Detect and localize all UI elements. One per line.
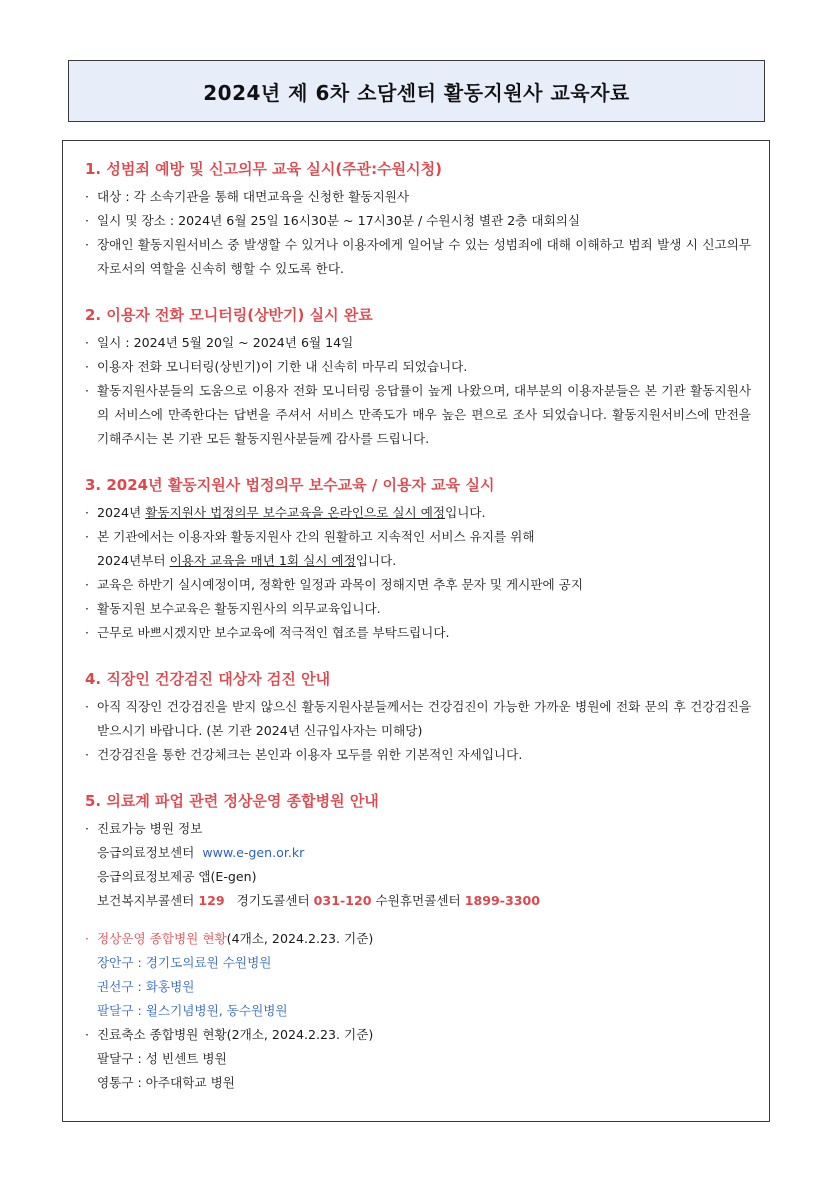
hospital-list-item: 영통구 : 아주대학교 병원 (97, 1075, 235, 1090)
phone-number: 1899-3300 (464, 893, 541, 908)
underlined-text: 이용자 교육을 매년 1회 실시 예정 (169, 553, 356, 568)
list-item: · 본 기관에서는 이용자와 활동지원사 간의 원활하고 지속적인 서비스 유지를 위해 (85, 529, 535, 544)
list-item: · 일시 : 2024년 5월 20일 ~ 2024년 6월 14일 (85, 335, 354, 350)
phone-number: 031-120 (313, 893, 372, 908)
section-heading: 4. 직장인 건강검진 대상자 검진 안내 (85, 670, 331, 688)
list-item: · 장애인 활동지원서비스 중 발생할 수 있거나 이용자에게 일어날 수 있는 성범죄에 대해 이해하고 범죄 발생 시 신고의무자로서의 역할을 신속히 행할 수 있도록 한다. (85, 237, 751, 276)
hospital-list-item: 팔달구 : 성 빈센트 병원 (97, 1051, 227, 1066)
section-1 (85, 157, 751, 281)
list-item: · 활동지원 보수교육은 활동지원사의 의무교육입니다. (85, 601, 381, 616)
list-item-continuation: 2024년부터 이용자 교육을 매년 1회 실시 예정입니다. (97, 553, 397, 568)
phone-number: 129 (198, 893, 225, 908)
egen-info-line: 응급의료정보센터 www.e-gen.or.kr (85, 841, 751, 865)
section-4 (85, 667, 751, 767)
normal-hospitals-title: 정상운영 종합병원 현황 (97, 931, 227, 946)
list-item: · 근무로 바쁘시겠지만 보수교육에 적극적인 협조를 부탁드립니다. (85, 625, 450, 640)
section-heading: 1. 성범죄 예방 및 신고의무 교육 실시(주관:수원시청) (85, 160, 442, 178)
hospital-list-item: 권선구 : 화홍병원 (97, 979, 195, 994)
section-3 (85, 473, 751, 645)
list-item: · 아직 직장인 건강검진을 받지 않으신 활동지원사분들께서는 건강검진이 가능한 가까운 병원에 전화 문의 후 건강검진을 받으시기 바랍니다. (본 기관 2024년 신규입사자는 미해당) (85, 699, 751, 738)
list-item: · 진료축소 종합병원 현황(2개소, 2024.2.23. 기준) (85, 1027, 374, 1042)
list-item: · 활동지원사분들의 도움으로 이용자 전화 모니터링 응답률이 높게 나왔으며, 대부분의 이용자분들은 본 기관 활동지원사의 서비스에 만족한다는 답변을 주셔서 서비스 만족도가 매우 높은 편으로 조사 되었습니다. 활동지원서비스에 만전을 기해주시는 본 기관 모든 활동지원사분들께 감사를 드립니다. (85, 383, 751, 446)
section-heading: 3. 2024년 활동지원사 법정의무 보수교육 / 이용자 교육 실시 (85, 476, 495, 494)
list-item: · 건강검진을 통한 건강체크는 본인과 이용자 모두를 위한 기본적인 자세입니다. (85, 747, 523, 762)
hospital-list-item: 장안구 : 경기도의료원 수원병원 (97, 955, 272, 970)
content-box (62, 140, 770, 1122)
list-item: · 대상 : 각 소속기관을 통해 대면교육을 신청한 활동지원사 (85, 189, 410, 204)
list-item: · 일시 및 장소 : 2024년 6월 25일 16시30분 ~ 17시30분 / 수원시청 별관 2층 대회의실 (85, 213, 581, 228)
hospital-list-item: 팔달구 : 윌스기념병원, 동수원병원 (97, 1003, 288, 1018)
list-item: · 진료가능 병원 정보 (85, 821, 203, 836)
document-title: 2024년 제 6차 소담센터 활동지원사 교육자료 (203, 80, 630, 105)
section-heading: 5. 의료계 파업 관련 정상운영 종합병원 안내 (85, 792, 379, 810)
section-5 (85, 789, 751, 1095)
section-2 (85, 303, 751, 451)
underlined-text: 활동지원사 법정의무 보수교육을 온라인으로 실시 예정 (145, 505, 446, 520)
list-item: · 2024년 활동지원사 법정의무 보수교육을 온라인으로 실시 예정입니다. (85, 505, 486, 520)
egen-app-line: 응급의료정보제공 앱(E-gen) (97, 869, 257, 884)
document-title-box (68, 60, 765, 122)
call-center-line: 보건복지부콜센터 129 경기도콜센터 031-120 수원휴먼콜센터 1899-3300 (85, 889, 751, 913)
list-item: · 이용자 전화 모니터링(상빈기)이 기한 내 신속히 마무리 되었습니다. (85, 359, 468, 374)
list-item: · 정상운영 종합병원 현황(4개소, 2024.2.23. 기준) (85, 931, 374, 946)
list-item: · 교육은 하반기 실시예정이며, 정확한 일정과 과목이 정해지면 추후 문자 및 게시판에 공지 (85, 577, 583, 592)
egen-link[interactable]: www.e-gen.or.kr (202, 845, 305, 860)
section-heading: 2. 이용자 전화 모니터링(상반기) 실시 완료 (85, 306, 373, 324)
